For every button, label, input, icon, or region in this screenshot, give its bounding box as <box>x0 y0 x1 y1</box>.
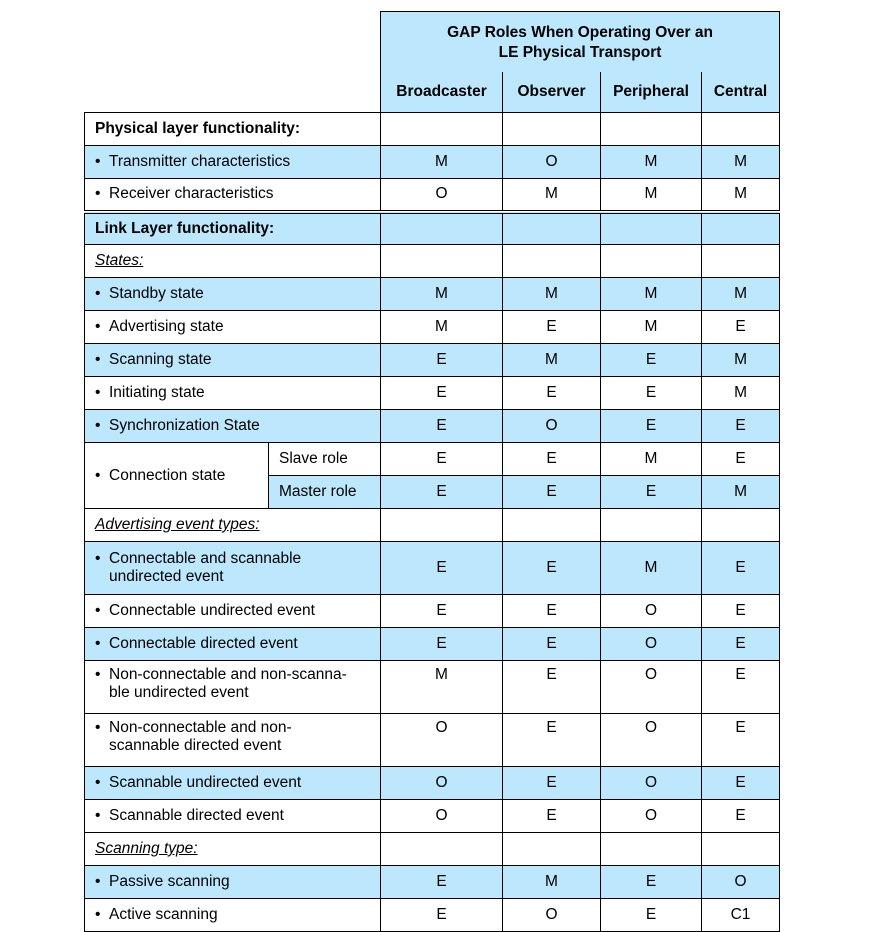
table-header-title <box>381 12 780 73</box>
requirement-cell: E <box>702 767 780 800</box>
header-title-line2: LE Physical Transport <box>498 44 662 61</box>
requirement-cell: M <box>601 311 702 344</box>
row-label: • Connection state <box>85 443 269 509</box>
row-label: • Scanning state <box>85 344 381 377</box>
row-label: • Scannable directed event <box>85 800 381 833</box>
table-row <box>85 179 780 212</box>
requirement-cell: O <box>702 866 780 899</box>
requirement-cell: E <box>381 410 503 443</box>
requirement-cell: O <box>503 410 601 443</box>
requirement-cell: E <box>702 595 780 628</box>
requirement-cell: O <box>601 767 702 800</box>
requirement-cell: E <box>503 628 601 661</box>
requirement-cell <box>702 245 780 278</box>
gap-roles-table <box>84 11 780 932</box>
requirement-cell: M <box>381 311 503 344</box>
bullet-icon: • <box>95 466 101 484</box>
requirement-cell: O <box>381 800 503 833</box>
requirement-cell <box>381 113 503 146</box>
requirement-cell: M <box>503 179 601 212</box>
requirement-cell: E <box>601 899 702 932</box>
requirement-cell: E <box>702 628 780 661</box>
table-row <box>85 661 780 714</box>
requirement-cell <box>702 113 780 146</box>
table-row <box>85 714 780 767</box>
requirement-cell: E <box>503 595 601 628</box>
row-label: • Initiating state <box>85 377 381 410</box>
bullet-icon: • <box>95 774 101 791</box>
bullet-icon: • <box>95 417 101 434</box>
row-label: • Standby state <box>85 278 381 311</box>
requirement-cell: E <box>702 443 780 476</box>
table-row <box>85 833 780 866</box>
table-row <box>85 595 780 628</box>
requirement-cell <box>381 509 503 542</box>
section-heading: Scanning type: <box>85 833 381 866</box>
requirement-cell <box>601 509 702 542</box>
requirement-cell: M <box>601 179 702 212</box>
requirement-cell <box>503 833 601 866</box>
requirement-cell: M <box>503 344 601 377</box>
requirement-cell: E <box>601 377 702 410</box>
bullet-icon: • <box>95 285 101 302</box>
requirement-cell: E <box>503 476 601 509</box>
requirement-cell: E <box>381 542 503 595</box>
bullet-icon: • <box>95 807 101 824</box>
table-row <box>85 146 780 179</box>
requirement-cell: M <box>381 146 503 179</box>
requirement-cell: E <box>503 714 601 767</box>
requirement-cell: E <box>503 377 601 410</box>
bullet-icon: • <box>95 635 101 652</box>
requirement-cell: E <box>503 443 601 476</box>
table-row <box>85 443 780 476</box>
bullet-icon: • <box>95 153 101 170</box>
row-label: • Passive scanning <box>85 866 381 899</box>
column-header-central: Central <box>702 72 780 113</box>
requirement-cell <box>702 509 780 542</box>
requirement-cell <box>503 113 601 146</box>
table-row <box>85 245 780 278</box>
requirement-cell: O <box>503 899 601 932</box>
row-sublabel: Master role <box>269 476 381 509</box>
requirement-cell: E <box>503 542 601 595</box>
requirement-cell: M <box>601 146 702 179</box>
requirement-cell: E <box>381 595 503 628</box>
table-row <box>85 542 780 595</box>
bullet-icon: • <box>95 719 101 736</box>
row-label: • Non-connectable and non-scanna- ble undirected event <box>85 661 381 714</box>
requirement-cell <box>381 212 503 245</box>
bullet-icon: • <box>95 602 101 619</box>
requirement-cell: O <box>503 146 601 179</box>
requirement-cell: C1 <box>702 899 780 932</box>
requirement-cell: M <box>601 443 702 476</box>
requirement-cell: E <box>381 899 503 932</box>
header-blank <box>85 12 381 113</box>
requirement-cell: E <box>381 344 503 377</box>
row-label: • Connectable undirected event <box>85 595 381 628</box>
table-row <box>85 800 780 833</box>
requirement-cell <box>702 212 780 245</box>
requirement-cell: E <box>702 311 780 344</box>
requirement-cell <box>601 212 702 245</box>
section-heading: States: <box>85 245 381 278</box>
requirement-cell <box>381 833 503 866</box>
column-header-observer: Observer <box>503 72 601 113</box>
table-row <box>85 509 780 542</box>
requirement-cell: E <box>601 476 702 509</box>
table-row <box>85 278 780 311</box>
requirement-cell: E <box>601 344 702 377</box>
bullet-icon: • <box>95 351 101 368</box>
column-header-broadcaster: Broadcaster <box>381 72 503 113</box>
column-header-peripheral: Peripheral <box>601 72 702 113</box>
requirement-cell <box>601 113 702 146</box>
requirement-cell: M <box>381 661 503 714</box>
requirement-cell: M <box>601 542 702 595</box>
requirement-cell: E <box>381 377 503 410</box>
requirement-cell <box>503 245 601 278</box>
bullet-icon: • <box>95 550 101 567</box>
requirement-cell <box>503 212 601 245</box>
requirement-cell: O <box>381 767 503 800</box>
requirement-cell: M <box>503 866 601 899</box>
requirement-cell: O <box>601 628 702 661</box>
requirement-cell: E <box>702 410 780 443</box>
row-label: • Transmitter characteristics <box>85 146 381 179</box>
requirement-cell <box>503 509 601 542</box>
requirement-cell: E <box>702 542 780 595</box>
table-row <box>85 311 780 344</box>
row-label: • Advertising state <box>85 311 381 344</box>
requirement-cell: E <box>381 476 503 509</box>
row-label: • Synchronization State <box>85 410 381 443</box>
requirement-cell: M <box>702 476 780 509</box>
requirement-cell: E <box>702 661 780 714</box>
bullet-icon: • <box>95 318 101 335</box>
table-row <box>85 628 780 661</box>
bullet-icon: • <box>95 384 101 401</box>
row-label: • Connectable directed event <box>85 628 381 661</box>
row-label: • Scannable undirected event <box>85 767 381 800</box>
row-label: • Non-connectable and non- scannable directed event <box>85 714 381 767</box>
requirement-cell: M <box>702 146 780 179</box>
table-row <box>85 344 780 377</box>
requirement-cell: E <box>601 866 702 899</box>
row-sublabel: Slave role <box>269 443 381 476</box>
bullet-icon: • <box>95 873 101 890</box>
requirement-cell <box>381 245 503 278</box>
row-label: • Active scanning <box>85 899 381 932</box>
requirement-cell: O <box>601 714 702 767</box>
row-label: • Connectable and scannable undirected event <box>85 542 381 595</box>
requirement-cell: E <box>503 661 601 714</box>
table-row <box>85 377 780 410</box>
requirement-cell: O <box>381 714 503 767</box>
requirement-cell: E <box>381 628 503 661</box>
table-row <box>85 212 780 245</box>
requirement-cell: O <box>601 661 702 714</box>
section-heading: Link Layer functionality: <box>85 212 381 245</box>
bullet-icon: • <box>95 906 101 923</box>
requirement-cell: E <box>381 443 503 476</box>
requirement-cell: M <box>601 278 702 311</box>
bullet-icon: • <box>95 185 101 203</box>
requirement-cell: O <box>601 800 702 833</box>
requirement-cell: M <box>503 278 601 311</box>
requirement-cell <box>601 833 702 866</box>
requirement-cell: E <box>702 800 780 833</box>
requirement-cell: E <box>381 866 503 899</box>
header-title-line1: GAP Roles When Operating Over an <box>447 24 713 41</box>
requirement-cell: E <box>503 800 601 833</box>
requirement-cell: M <box>381 278 503 311</box>
requirement-cell: E <box>702 714 780 767</box>
row-label: • Receiver characteristics <box>85 179 381 212</box>
table-row <box>85 866 780 899</box>
bullet-icon: • <box>95 666 101 683</box>
table-row <box>85 899 780 932</box>
requirement-cell: M <box>702 377 780 410</box>
section-heading: Physical layer functionality: <box>85 113 381 146</box>
requirement-cell: E <box>503 311 601 344</box>
requirement-cell: M <box>702 344 780 377</box>
requirement-cell: E <box>503 767 601 800</box>
requirement-cell: M <box>702 278 780 311</box>
section-heading: Advertising event types: <box>85 509 381 542</box>
table-row <box>85 767 780 800</box>
requirement-cell: O <box>601 595 702 628</box>
requirement-cell: E <box>601 410 702 443</box>
requirement-cell <box>702 833 780 866</box>
requirement-cell <box>601 245 702 278</box>
requirement-cell: M <box>702 179 780 212</box>
table-row <box>85 410 780 443</box>
table-row <box>85 113 780 146</box>
requirement-cell: O <box>381 179 503 212</box>
